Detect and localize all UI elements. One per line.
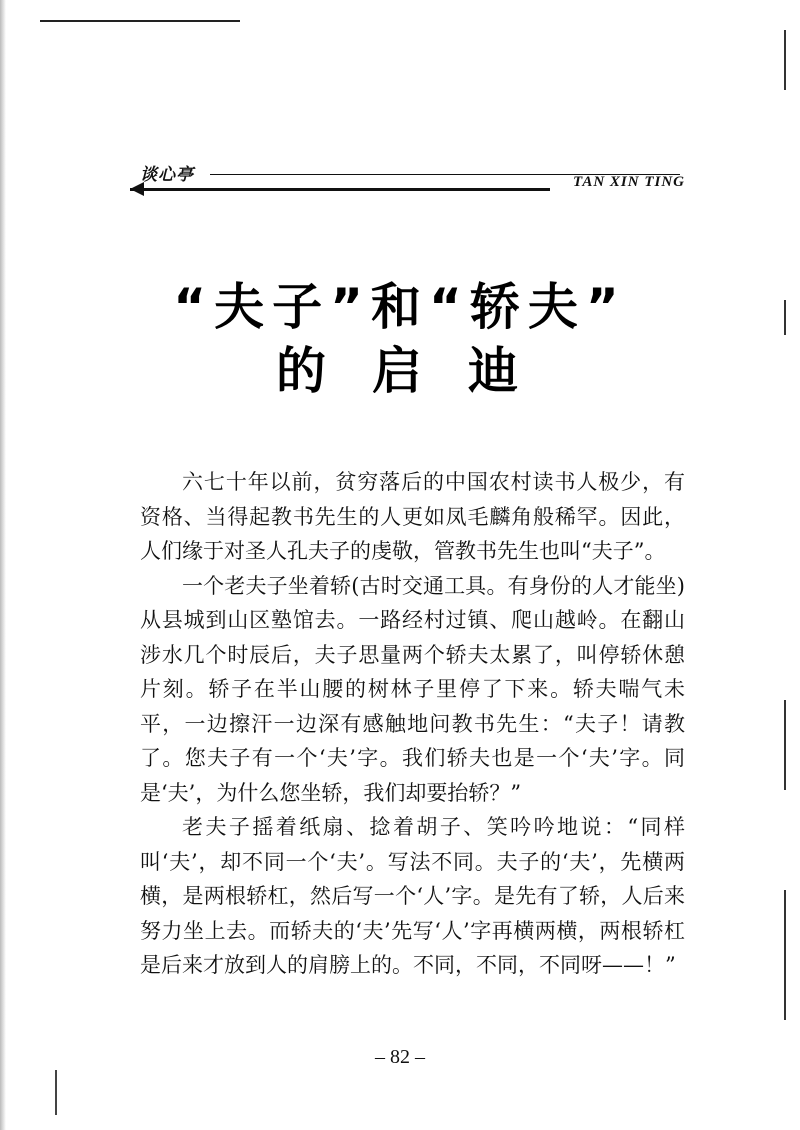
margin-mark <box>55 1070 57 1115</box>
margin-mark <box>784 30 786 90</box>
paragraph: 六七十年以前，贫穷落后的中国农村读书人极少，有资格、当得起教书先生的人更如凤毛麟角般稀罕。因此，人们缘于对圣人孔夫子的虔敬，管教书先生也叫“夫子”。 <box>140 470 685 563</box>
article-title <box>0 275 800 403</box>
scan-edge <box>0 0 6 1130</box>
header-thick-rule <box>130 188 550 191</box>
margin-mark <box>784 890 786 1020</box>
paragraph: 老夫子摇着纸扇、捻着胡子、笑吟吟地说：“同样叫‘夫’，却不同一个‘夫’。写法不同。夫子的‘夫’，先横两横，是两根轿杠，然后写一个‘人’字。是先有了轿，人后来努力坐上去。而轿夫的‘夫’先写‘人’字再横两横，两根轿杠是后来才放到人的肩膀上的。不同，不同，不同呀——！” <box>140 815 685 977</box>
title-line-2: 的启迪 <box>276 342 564 400</box>
article-body <box>140 465 685 983</box>
section-label: 谈心亭 <box>140 165 194 185</box>
title-line-1: “夫子”和“轿夫” <box>173 278 627 336</box>
top-rule <box>40 20 240 22</box>
page-number: – 82 – <box>375 1046 425 1068</box>
section-header <box>130 160 685 205</box>
section-pinyin: TAN XIN TING <box>572 174 685 190</box>
margin-mark <box>784 700 786 790</box>
paragraph: 一个老夫子坐着轿(古时交通工具。有身份的人才能坐)从县城到山区塾馆去。一路经村过镇、爬山越岭。在翻山涉水几个时辰后，夫子思量两个轿夫太累了，叫停轿休憩片刻。轿子在半山腰的树林子里停了下来。轿夫喘气未平，一边擦汗一边深有感触地问教书先生：“夫子！请教了。您夫子有一个‘夫’字。我们轿夫也是一个‘夫’字。同是‘夫’，为什么您坐轿，我们却要抬轿？” <box>140 573 685 805</box>
